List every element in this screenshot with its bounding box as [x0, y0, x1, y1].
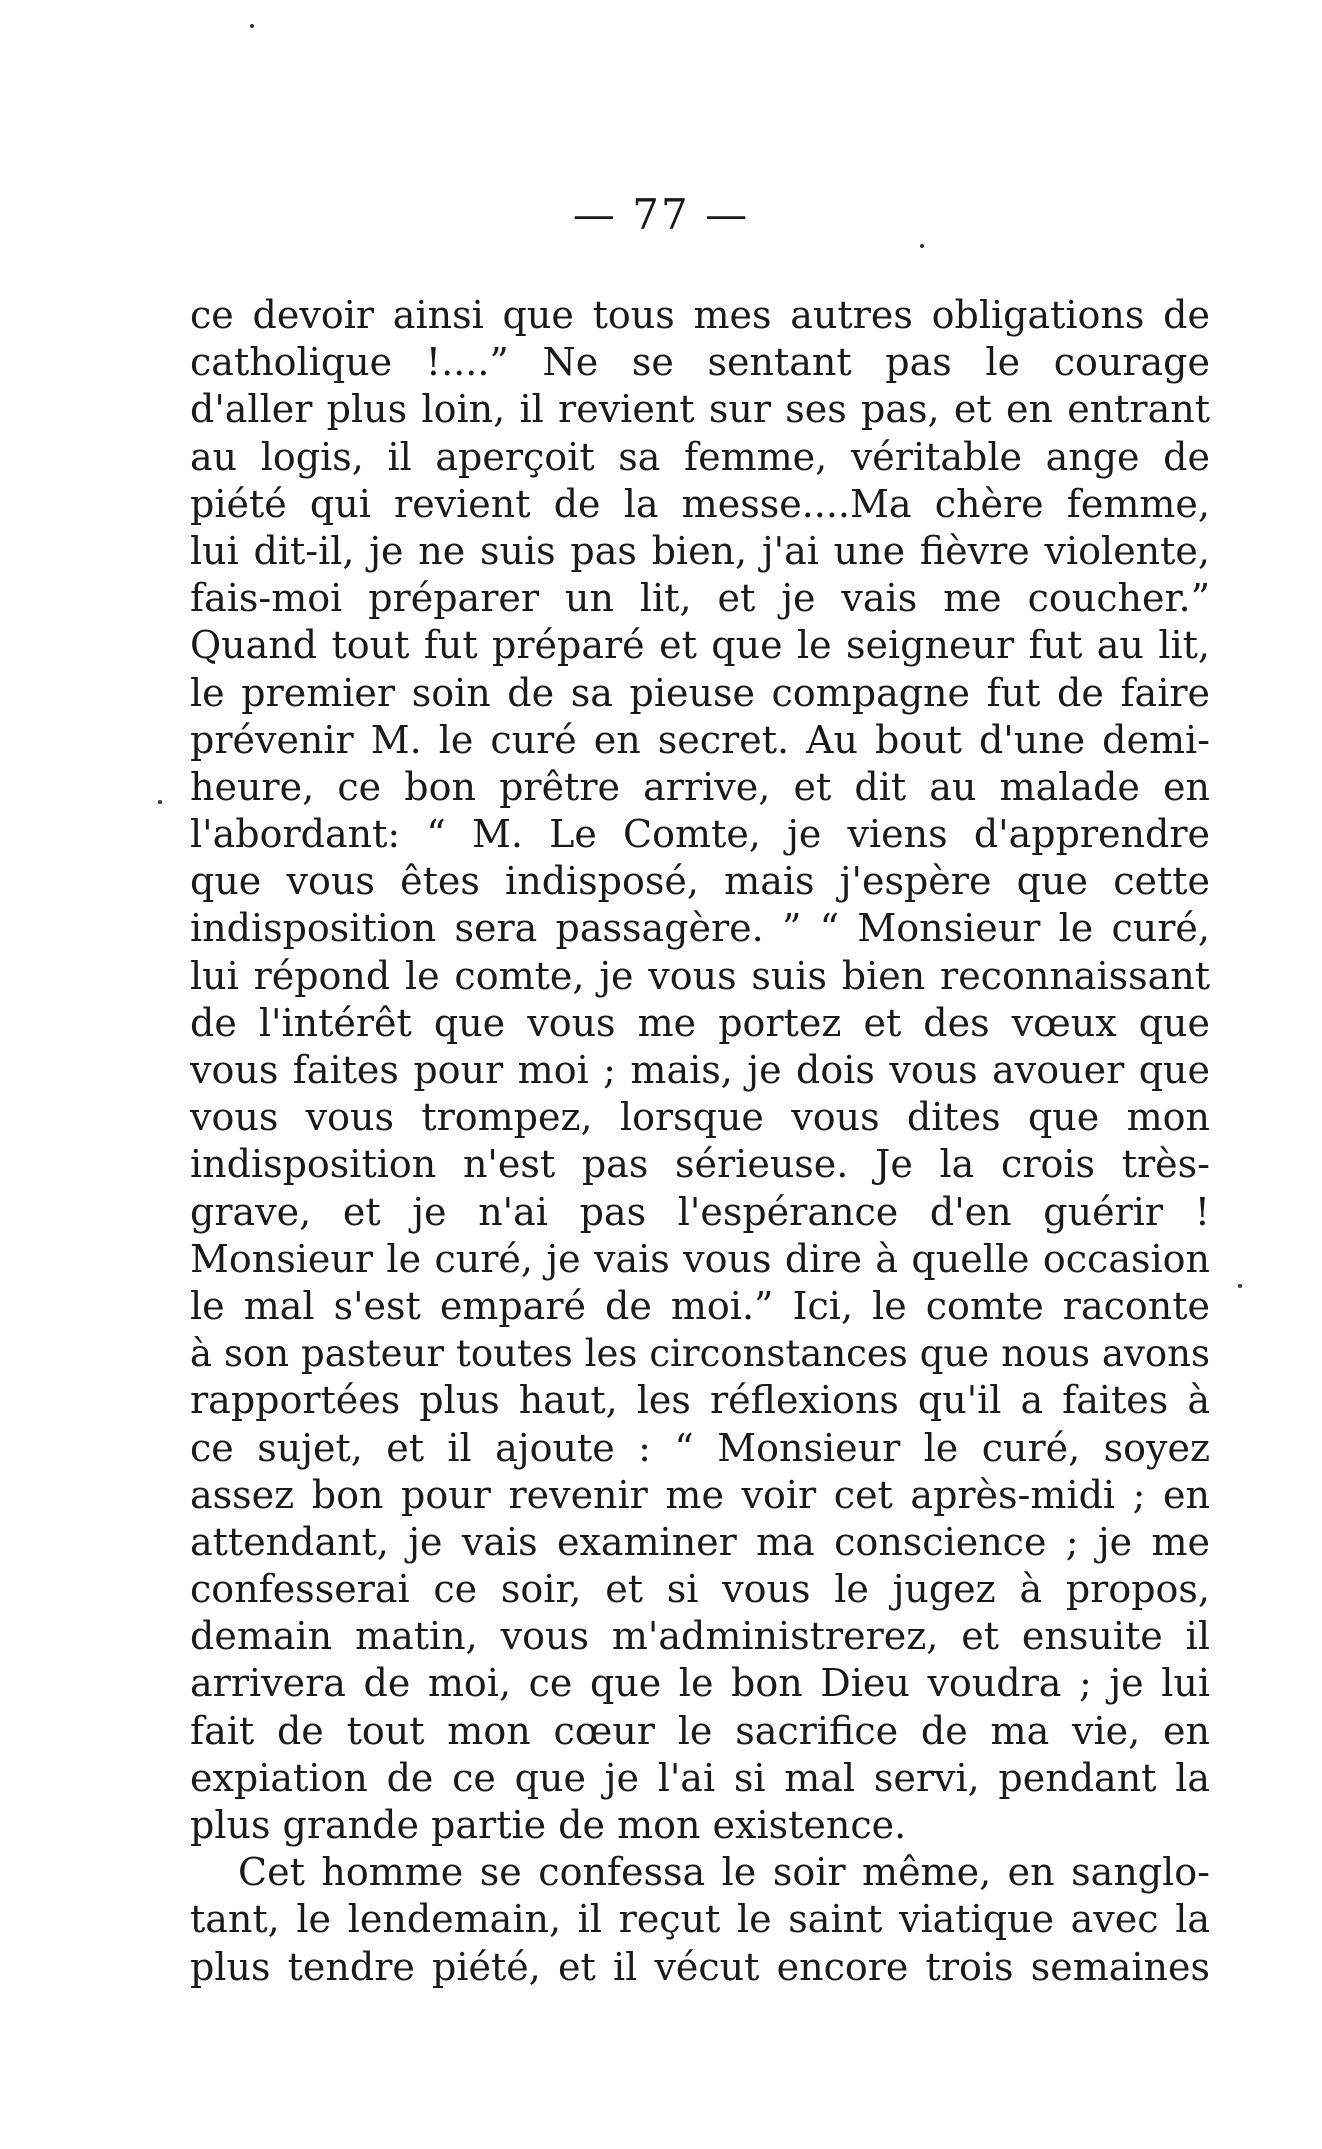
text-line: plus grande partie de mon existence. [190, 1803, 907, 1847]
text-line: le premier soin de sa pieuse compagne fut de faire [190, 670, 1210, 715]
text-line: heure, ce bon prêtre arrive, et dit au malade en [190, 764, 1210, 809]
text-line: tant, le lendemain, il reçut le saint viatique avec la [190, 1897, 1210, 1942]
text-line: rapportées plus haut, les réflexions qu'il a faites à [190, 1378, 1210, 1423]
text-line: assez bon pour revenir me voir cet après-midi ; en [190, 1472, 1210, 1517]
text-line: plus tendre piété, et il vécut encore trois semaines [190, 1944, 1210, 1989]
text-line: ce sujet, et il ajoute : “ Monsieur le curé, soyez [190, 1425, 1210, 1470]
text-line: indisposition n'est pas sérieuse. Je la crois très- [190, 1142, 1210, 1187]
text-line: fait de tout mon cœur le sacrifice de ma vie, en [190, 1708, 1210, 1753]
text-line: que vous êtes indisposé, mais j'espère que cette [190, 859, 1210, 904]
text-line: au logis, il aperçoit sa femme, véritable ange de [190, 434, 1210, 479]
text-line: ce devoir ainsi que tous mes autres obligations de [190, 293, 1210, 337]
text-line: Cet homme se confessa le soir même, en sanglo- [238, 1850, 1210, 1895]
text-line: arrivera de moi, ce que le bon Dieu voudra ; je lui [190, 1661, 1210, 1706]
text-line: attendant, je vais examiner ma conscience ; je me [190, 1519, 1210, 1564]
text-line: piété qui revient de la messe....Ma chère femme, [190, 481, 1210, 526]
text-line: lui dit-il, je ne suis pas bien, j'ai une fièvre violente, [190, 528, 1210, 573]
text-line: demain matin, vous m'administrerez, et ensuite il [190, 1614, 1210, 1659]
text-line: de l'intérêt que vous me portez et des vœux que [190, 1000, 1210, 1045]
text-line: prévenir M. le curé en secret. Au bout d'une demi- [190, 717, 1210, 762]
text-line: à son pasteur toutes les circonstances que nous avons [190, 1332, 1210, 1376]
text-line: Monsieur le curé, je vais vous dire à quelle occasion [190, 1236, 1210, 1281]
paper-speck [158, 800, 162, 804]
text-line: vous vous trompez, lorsque vous dites que mon [190, 1095, 1210, 1140]
text-line: d'aller plus loin, il revient sur ses pas, et en entrant [190, 387, 1210, 432]
text-line: expiation de ce que je l'ai si mal servi, pendant la [190, 1755, 1210, 1800]
text-line: le mal s'est emparé de moi.” Ici, le comte raconte [190, 1283, 1210, 1328]
text-line: Quand tout fut préparé et que le seigneur fut au lit, [190, 623, 1210, 668]
paper-speck [1238, 1284, 1242, 1288]
paper-speck [250, 24, 254, 28]
text-line: lui répond le comte, je vous suis bien reconnaissant [190, 953, 1210, 998]
text-line: l'abordant: “ M. Le Comte, je viens d'apprendre [190, 812, 1210, 857]
page-number: — 77 — [572, 190, 750, 239]
body-text [190, 292, 1210, 1991]
text-line: indisposition sera passagère. ” “ Monsieur le curé, [190, 906, 1210, 951]
text-line: grave, et je n'ai pas l'espérance d'en guérir ! [190, 1189, 1210, 1234]
text-line: vous faites pour moi ; mais, je dois vous avouer que [190, 1048, 1210, 1092]
paper-speck [920, 244, 924, 248]
text-line: fais-moi préparer un lit, et je vais me coucher.” [190, 576, 1210, 621]
text-line: confesserai ce soir, et si vous le jugez à propos, [190, 1567, 1210, 1612]
text-line: catholique !....” Ne se sentant pas le courage [190, 340, 1210, 385]
